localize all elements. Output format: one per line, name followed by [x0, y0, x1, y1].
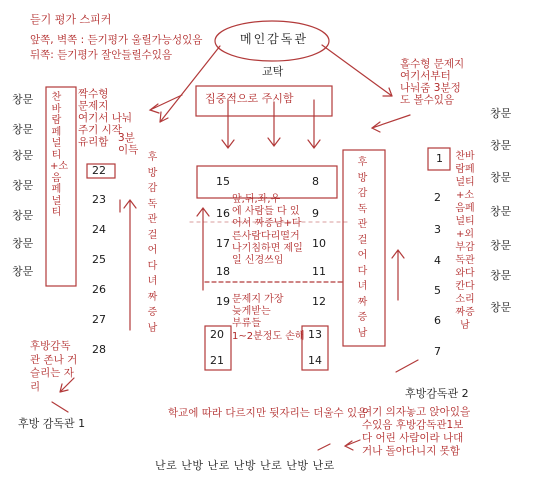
three-min-note: 3분 이득 — [118, 132, 139, 157]
seat: 2 — [434, 191, 441, 204]
arrow-right-side — [372, 115, 410, 132]
seat: 19 — [216, 295, 230, 308]
seat: 16 — [216, 207, 230, 220]
odd-type-note: 홀수형 문제지 여기서부터 나눠줌 3분정 도 볼수있음 — [400, 58, 465, 107]
speaker-title: 듣기 평가 스피커 — [30, 13, 112, 26]
seat: 23 — [92, 193, 106, 206]
front-seats-note: 앞,뒤,좌,우 에 사람들 다 있 어서 짜증남+다 른사람다리떨거 나기침하면 제일 일 신경쓰임 — [232, 194, 303, 266]
seat: 21 — [210, 354, 224, 367]
arrow-focus-left — [222, 100, 234, 148]
seat: 26 — [92, 283, 106, 296]
right-penalty-note: 찬바람페널티+소음페널티+외부감독관와다칸다소리짜증남 — [455, 151, 475, 331]
arrow-focus-right — [308, 100, 320, 148]
walk-arrow-left — [124, 200, 136, 330]
school-note: 학교에 따라 다르지만 뒷자리는 더울수 있음 — [168, 407, 368, 419]
seat: 14 — [308, 354, 322, 367]
seat: 10 — [312, 237, 326, 250]
seat: 27 — [92, 313, 106, 326]
main-proctor-label: 메인감독관 — [240, 32, 308, 46]
window-label: 창문 — [490, 205, 512, 218]
center-proctor-walk-note: 후방감독관걸어다녀짜증남 — [357, 157, 368, 339]
podium-label: 교탁 — [262, 65, 284, 78]
radiator-row: 난로 난방 난로 난방 난로 난방 난로 — [155, 459, 335, 472]
window-label: 창문 — [490, 139, 512, 152]
window-label: 창문 — [12, 179, 34, 192]
arrow-focus-mid — [268, 102, 280, 146]
window-label: 창문 — [12, 265, 34, 278]
seat: 28 — [92, 343, 106, 356]
speaker-back-note: 뒤쪽: 듣기평가 잘안들릴수있음 — [30, 49, 173, 61]
window-label: 창문 — [12, 123, 34, 136]
seat: 1 — [436, 152, 443, 165]
back-proctor-1-label: 후방 감독관 1 — [18, 417, 86, 430]
focus-note: 집중적으로 주시함 — [205, 92, 294, 105]
seat: 7 — [434, 345, 441, 358]
window-label: 창문 — [490, 239, 512, 252]
seat: 12 — [312, 295, 326, 308]
arrow-to-bp1 — [52, 402, 68, 412]
window-label: 창문 — [490, 107, 512, 120]
window-label: 창문 — [490, 269, 512, 282]
seat: 11 — [312, 265, 326, 278]
seat: 6 — [434, 314, 441, 327]
window-label: 창문 — [12, 93, 34, 106]
chair-note: 여기 의자놓고 앉아있을 수있음 후방감독관1보 다 어린 사람이라 나대 거나 돌아다니지 못함 — [362, 406, 471, 458]
arrow-left-side — [150, 95, 182, 113]
window-label: 창문 — [12, 149, 34, 162]
seat: 15 — [216, 175, 230, 188]
seat: 13 — [308, 328, 322, 341]
seat: 9 — [312, 207, 319, 220]
window-label: 창문 — [490, 301, 512, 314]
seat: 24 — [92, 223, 106, 236]
chair-arrow-2 — [318, 444, 330, 450]
window-label: 창문 — [12, 237, 34, 250]
speaker-front-note: 앞쪽, 벽쪽 : 듣기평가 울릴가능성있음 — [30, 34, 203, 46]
seat: 4 — [434, 254, 441, 267]
left-penalty-note: 찬바람페널티+소음페널티 — [50, 92, 69, 218]
late-seats-note: 문제지 가장 늦게받는 부류들 1~2분정도 손해 — [232, 294, 305, 342]
walk-arrow-center — [197, 208, 209, 290]
chair-arrow — [345, 440, 360, 450]
seat: 17 — [216, 237, 230, 250]
seat: 25 — [92, 253, 106, 266]
seat: 3 — [434, 223, 441, 236]
window-label: 창문 — [490, 171, 512, 184]
window-label: 창문 — [12, 209, 34, 222]
back-proctor-left-note: 후방감독 관 존나 거 슬리는 자 리 — [30, 340, 78, 393]
seat: 5 — [434, 284, 441, 297]
left-proctor-walk-note: 후방감독관걸어다녀짜증남 — [147, 152, 158, 334]
arrow-to-bp2 — [396, 360, 418, 372]
seat: 8 — [312, 175, 319, 188]
seat: 20 — [210, 328, 224, 341]
seat: 18 — [216, 265, 230, 278]
seat: 22 — [92, 164, 106, 177]
even-type-note: 짝수형 문제지 여기서 나눠 주기 시작 유리함 — [78, 88, 133, 149]
back-proctor-2-label: 후방감독관 2 — [405, 387, 469, 400]
walk-arrow-right — [392, 250, 404, 300]
